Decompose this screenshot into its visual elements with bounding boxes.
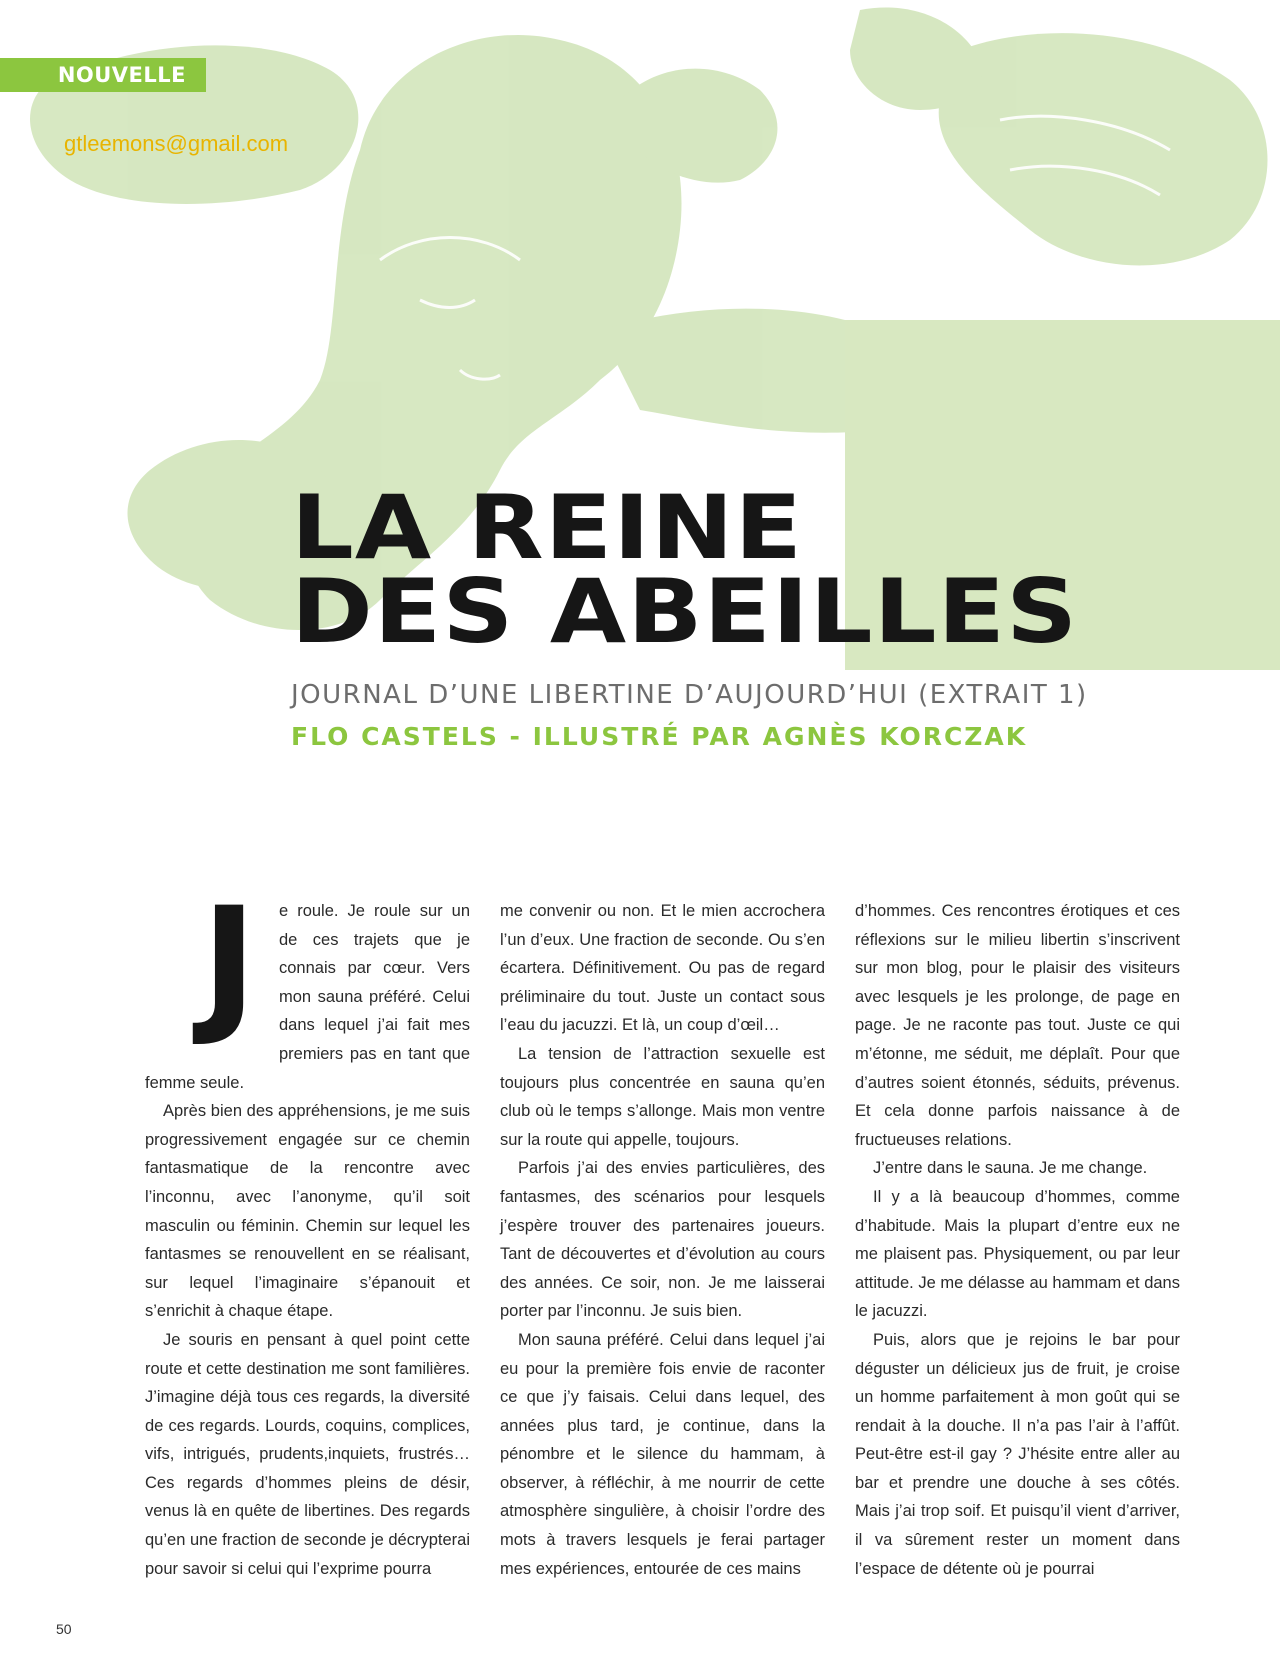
paragraph: Il y a là beaucoup d’hommes, comme d’habitude. Mais la plupart d’entre eux ne me plaisent pas. Physiquement, ou par leur attitude. Je me délasse au hammam et dans le jacuzzi. [855,1187,1180,1321]
article-body [145,876,1180,1583]
paragraph: me convenir ou non. Et le mien accrochera l’un d’eux. Une fraction de seconde. Ou s’en écartera. Définitivement. Ou pas de regard préliminaire du tout. Juste un contact sous l’eau du jacuzzi. Et là, un coup d’œil… [500,902,825,1035]
drop-cap: J [201,876,257,1050]
column-2 [500,897,825,1583]
column-1 [145,876,470,1583]
email-watermark: gtleemons@gmail.com [64,131,289,156]
title-line-2: DES ABEILLES [291,560,1079,663]
paragraph: d’hommes. Ces rencontres érotiques et ces réflexions sur le milieu libertin s’inscrivent sur mon blog, pour le plaisir des visiteurs avec lesquels je les prolonge, de page en page. Je ne raconte pas tout. Juste ce qui m’étonne, me séduit, me déplaît. Pour que d’autres soient étonnés, séduits, prévenus. Et cela donne parfois naissance à de fructueuses relations. [855,902,1180,1149]
title-line-1: LA REINE [291,476,804,579]
paragraph: La tension de l’attraction sexuelle est toujours plus concentrée en sauna qu’en club où le temps s’allonge. Mais mon ventre sur la route qui appelle, toujours. [500,1044,825,1149]
paragraph: Parfois j’ai des envies particulières, des fantasmes, des scénarios pour lesquels j’espère trouver des partenaires joueurs. Tant de découvertes et d’évolution au cours des années. Ce soir, non. Je me laisserai porter par l’inconnu. Je suis bien. [500,1159,825,1321]
page-number: 50 [56,1621,72,1637]
column-3 [855,897,1180,1583]
section-tag: NOUVELLE [0,58,206,92]
paragraph: J’entre dans le sauna. Je me change. [873,1159,1148,1178]
article-title [291,476,1079,663]
paragraph: e roule. Je roule sur un de ces trajets que je connais par cœur. Vers mon sauna préféré. Celui dans lequel j’ai fait mes premiers pas en tant que femme seule. [145,902,470,1092]
paragraph: Je souris en pensant à quel point cette route et cette destination me sont familières. J’imagine déjà tous ces regards, la diversité de ces regards. Lourds, coquins, complices, vifs, intrigués, prudents,inquiets, frustrés… Ces regards d’hommes pleins de désir, venus là en quête de libertines. Des regards qu’en une fraction de seconde je décrypterai pour savoir si celui qui l’exprime pourra [145,1330,470,1578]
paragraph: Mon sauna préféré. Celui dans lequel j’ai eu pour la première fois envie de raconter ce que j’y faisais. Celui dans lequel, des années plus tard, je continue, dans la pénombre et le silence du hammam, à observer, à réfléchir, à me nourrir de cette atmosphère singulière, à choisir l’ordre des mots à travers lesquels je ferai partager mes expériences, entourée de ces mains [500,1330,825,1578]
paragraph: Puis, alors que je rejoins le bar pour déguster un délicieux jus de fruit, je croise un homme parfaitement à mon goût qui se rendait à la douche. Il n’a pas l’air à l’affût. Peut-être est-il gay ? J’hésite entre aller au bar et prendre une douche à ses côtés. Mais j’ai trop soif. Et puisqu’il vient d’arriver, il va sûrement rester un moment dans l’espace de détente où je pourrai [855,1330,1180,1578]
article-byline: FLO CASTELS - ILLUSTRÉ PAR AGNÈS KORCZAK [291,722,1028,751]
paragraph: Après bien des appréhensions, je me suis progressivement engagée sur ce chemin fantasmatique de la rencontre avec l’inconnu, avec l’anonyme, qu’il soit masculin ou féminin. Chemin sur lequel les fantasmes se renouvellent en se réalisant, sur lequel l’imaginaire s’épanouit et s’enrichit à chaque étape. [145,1102,470,1321]
article-subtitle: JOURNAL D’UNE LIBERTINE D’AUJOURD’HUI (EXTRAIT 1) [291,680,1088,710]
